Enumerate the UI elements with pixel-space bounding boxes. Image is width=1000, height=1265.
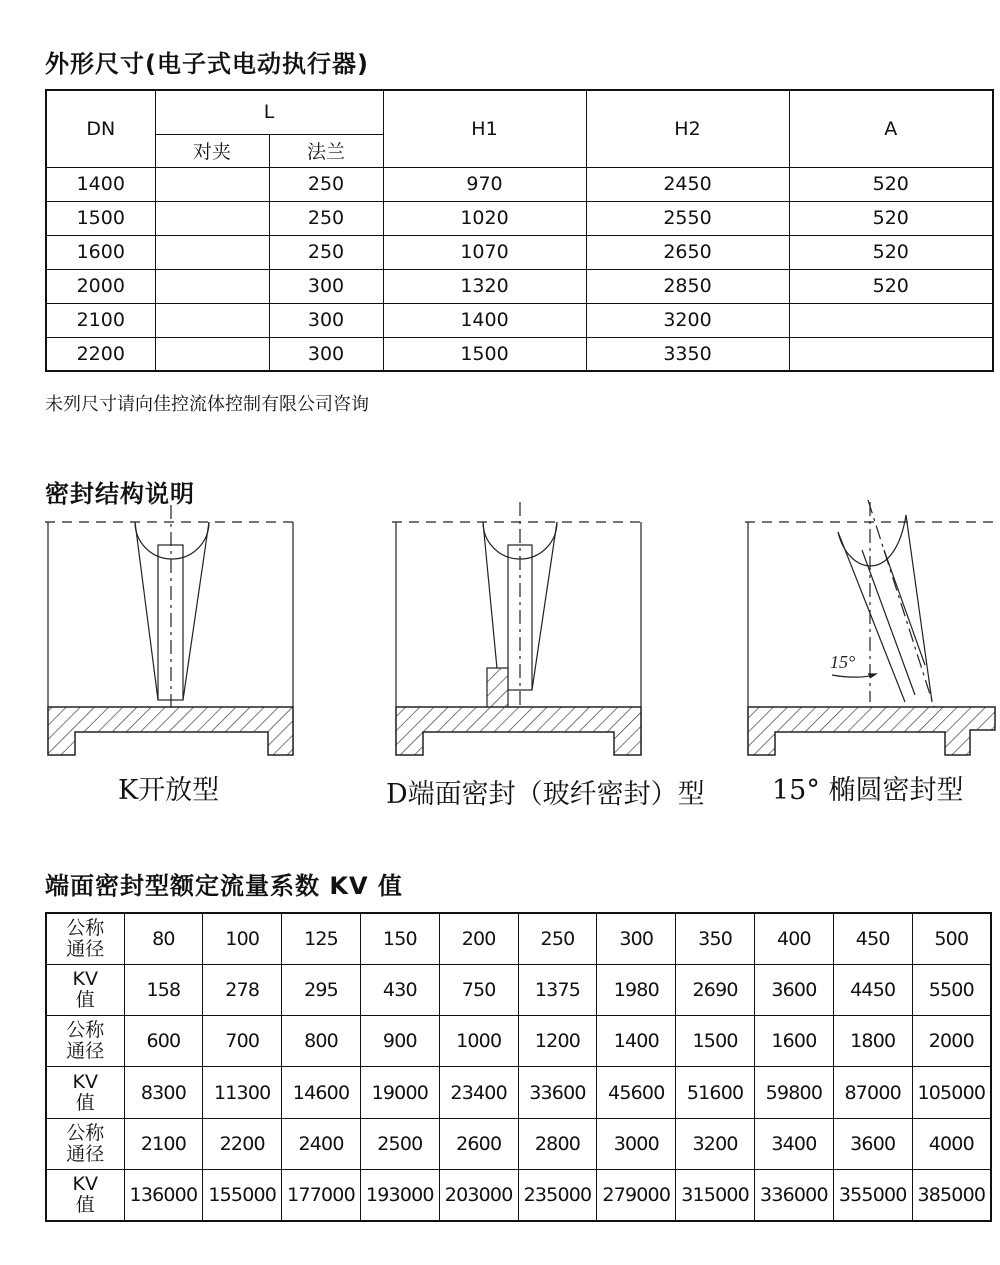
- kv-value-cell: 136000: [124, 1170, 203, 1221]
- nominal-diameter-cell: 200: [439, 913, 518, 964]
- nominal-diameter-cell: 2500: [360, 1118, 439, 1169]
- kv-value-row-label: KV 值: [46, 1170, 124, 1221]
- nominal-diameter-row-label: 公称 通径: [46, 1016, 124, 1067]
- kv-value-cell: 11300: [203, 1067, 282, 1118]
- section-title-kv: 端面密封型额定流量系数 KV 值: [45, 872, 403, 900]
- kv-value-cell: 177000: [282, 1170, 361, 1221]
- cell-h2: 3200: [586, 303, 789, 337]
- cell-flange: 300: [269, 303, 383, 337]
- cell-a: 520: [789, 269, 993, 303]
- cell-h1: 1500: [383, 337, 586, 371]
- kv-value-cell: 235000: [518, 1170, 597, 1221]
- cell-h1: 1400: [383, 303, 586, 337]
- dimensions-table: [45, 89, 994, 372]
- nominal-diameter-cell: 2200: [203, 1118, 282, 1169]
- header-l: L: [155, 90, 383, 134]
- cell-dn: 2100: [46, 303, 155, 337]
- cell-h2: 2650: [586, 235, 789, 269]
- kv-value-row: [46, 1170, 991, 1221]
- nominal-diameter-cell: 250: [518, 913, 597, 964]
- cell-wafer: [155, 303, 269, 337]
- nominal-diameter-cell: 300: [597, 913, 676, 964]
- kv-value-cell: 1375: [518, 964, 597, 1015]
- nominal-diameter-cell: 500: [912, 913, 991, 964]
- nominal-diameter-cell: 1000: [439, 1016, 518, 1067]
- dimension-row: [46, 235, 993, 269]
- cell-wafer: [155, 201, 269, 235]
- cell-dn: 2200: [46, 337, 155, 371]
- cell-dn: 2000: [46, 269, 155, 303]
- section-title-dimensions: 外形尺寸(电子式电动执行器): [45, 50, 369, 78]
- cell-a: 520: [789, 167, 993, 201]
- nominal-diameter-cell: 800: [282, 1016, 361, 1067]
- kv-value-cell: 315000: [676, 1170, 755, 1221]
- cell-a: 520: [789, 201, 993, 235]
- nominal-diameter-cell: 2000: [912, 1016, 991, 1067]
- nominal-diameter-cell: 400: [755, 913, 834, 964]
- kv-value-row-label: KV 值: [46, 1067, 124, 1118]
- cell-dn: 1500: [46, 201, 155, 235]
- dimension-row: [46, 269, 993, 303]
- cell-h1: 970: [383, 167, 586, 201]
- kv-value-cell: 203000: [439, 1170, 518, 1221]
- nominal-diameter-cell: 3200: [676, 1118, 755, 1169]
- header-a: A: [789, 90, 993, 167]
- nominal-diameter-cell: 600: [124, 1016, 203, 1067]
- kv-value-row-label: KV 值: [46, 964, 124, 1015]
- nominal-diameter-row: [46, 1016, 991, 1067]
- kv-value-cell: 750: [439, 964, 518, 1015]
- kv-value-cell: 19000: [360, 1067, 439, 1118]
- dimension-row: [46, 303, 993, 337]
- cell-dn: 1600: [46, 235, 155, 269]
- nominal-diameter-cell: 450: [833, 913, 912, 964]
- kv-table: [45, 912, 992, 1222]
- cell-dn: 1400: [46, 167, 155, 201]
- header-h2: H2: [586, 90, 789, 167]
- cell-wafer: [155, 167, 269, 201]
- kv-value-cell: 295: [282, 964, 361, 1015]
- cell-flange: 250: [269, 167, 383, 201]
- nominal-diameter-cell: 125: [282, 913, 361, 964]
- cell-flange: 250: [269, 201, 383, 235]
- kv-value-cell: 385000: [912, 1170, 991, 1221]
- header-l-wafer: 对夹: [155, 134, 269, 167]
- kv-value-row: [46, 1067, 991, 1118]
- diagram-15deg-elliptical-seal-type: [745, 500, 1000, 755]
- nominal-diameter-row-label: 公称 通径: [46, 1118, 124, 1169]
- kv-value-cell: 5500: [912, 964, 991, 1015]
- cell-a: [789, 337, 993, 371]
- kv-value-cell: 45600: [597, 1067, 676, 1118]
- kv-value-cell: 278: [203, 964, 282, 1015]
- angle-label: 15°: [830, 652, 856, 672]
- nominal-diameter-row: [46, 1118, 991, 1169]
- kv-value-cell: 2690: [676, 964, 755, 1015]
- kv-value-cell: 355000: [833, 1170, 912, 1221]
- nominal-diameter-cell: 3000: [597, 1118, 676, 1169]
- kv-value-cell: 193000: [360, 1170, 439, 1221]
- nominal-diameter-cell: 80: [124, 913, 203, 964]
- nominal-diameter-cell: 1500: [676, 1016, 755, 1067]
- nominal-diameter-cell: 1800: [833, 1016, 912, 1067]
- kv-value-cell: 33600: [518, 1067, 597, 1118]
- kv-value-cell: 430: [360, 964, 439, 1015]
- header-l-flange: 法兰: [269, 134, 383, 167]
- kv-value-cell: 1980: [597, 964, 676, 1015]
- nominal-diameter-cell: 350: [676, 913, 755, 964]
- header-h1: H1: [383, 90, 586, 167]
- nominal-diameter-cell: 2800: [518, 1118, 597, 1169]
- cell-flange: 250: [269, 235, 383, 269]
- nominal-diameter-cell: 700: [203, 1016, 282, 1067]
- nominal-diameter-cell: 1200: [518, 1016, 597, 1067]
- caption-15deg-elliptical-type: 15° 椭圆密封型: [772, 775, 964, 806]
- section-title-seal-structure: 密封结构说明: [45, 480, 195, 508]
- inquiry-note: 未列尺寸请向佳控流体控制有限公司咨询: [45, 394, 369, 415]
- header-dn: DN: [46, 90, 155, 167]
- cell-h2: 3350: [586, 337, 789, 371]
- nominal-diameter-cell: 4000: [912, 1118, 991, 1169]
- nominal-diameter-cell: 2600: [439, 1118, 518, 1169]
- kv-value-cell: 336000: [755, 1170, 834, 1221]
- cell-h1: 1320: [383, 269, 586, 303]
- diagram-k-open-type: [45, 505, 300, 755]
- cell-wafer: [155, 269, 269, 303]
- nominal-diameter-cell: 3400: [755, 1118, 834, 1169]
- caption-d-end-seal-type: D端面密封（玻纤密封）型: [386, 779, 705, 810]
- nominal-diameter-row-label: 公称 通径: [46, 913, 124, 964]
- nominal-diameter-cell: 3600: [833, 1118, 912, 1169]
- kv-value-cell: 3600: [755, 964, 834, 1015]
- cell-wafer: [155, 337, 269, 371]
- kv-value-cell: 51600: [676, 1067, 755, 1118]
- dimension-row: [46, 167, 993, 201]
- nominal-diameter-cell: 2400: [282, 1118, 361, 1169]
- nominal-diameter-cell: 1600: [755, 1016, 834, 1067]
- nominal-diameter-cell: 900: [360, 1016, 439, 1067]
- diagram-d-end-seal-type: [392, 502, 645, 755]
- kv-value-cell: 155000: [203, 1170, 282, 1221]
- cell-h2: 2550: [586, 201, 789, 235]
- kv-value-cell: 59800: [755, 1067, 834, 1118]
- cell-h1: 1020: [383, 201, 586, 235]
- nominal-diameter-cell: 1400: [597, 1016, 676, 1067]
- dimension-row: [46, 201, 993, 235]
- cell-a: 520: [789, 235, 993, 269]
- kv-value-cell: 8300: [124, 1067, 203, 1118]
- kv-value-cell: 279000: [597, 1170, 676, 1221]
- nominal-diameter-cell: 150: [360, 913, 439, 964]
- cell-wafer: [155, 235, 269, 269]
- kv-value-cell: 14600: [282, 1067, 361, 1118]
- caption-k-open-type: K开放型: [118, 775, 220, 806]
- kv-value-row: [46, 964, 991, 1015]
- nominal-diameter-cell: 100: [203, 913, 282, 964]
- nominal-diameter-row: [46, 913, 991, 964]
- cell-h1: 1070: [383, 235, 586, 269]
- cell-flange: 300: [269, 269, 383, 303]
- cell-a: [789, 303, 993, 337]
- kv-value-cell: 87000: [833, 1067, 912, 1118]
- kv-value-cell: 23400: [439, 1067, 518, 1118]
- cell-h2: 2850: [586, 269, 789, 303]
- kv-value-cell: 158: [124, 964, 203, 1015]
- nominal-diameter-cell: 2100: [124, 1118, 203, 1169]
- cell-h2: 2450: [586, 167, 789, 201]
- cell-flange: 300: [269, 337, 383, 371]
- kv-value-cell: 4450: [833, 964, 912, 1015]
- kv-value-cell: 105000: [912, 1067, 991, 1118]
- dimension-row: [46, 337, 993, 371]
